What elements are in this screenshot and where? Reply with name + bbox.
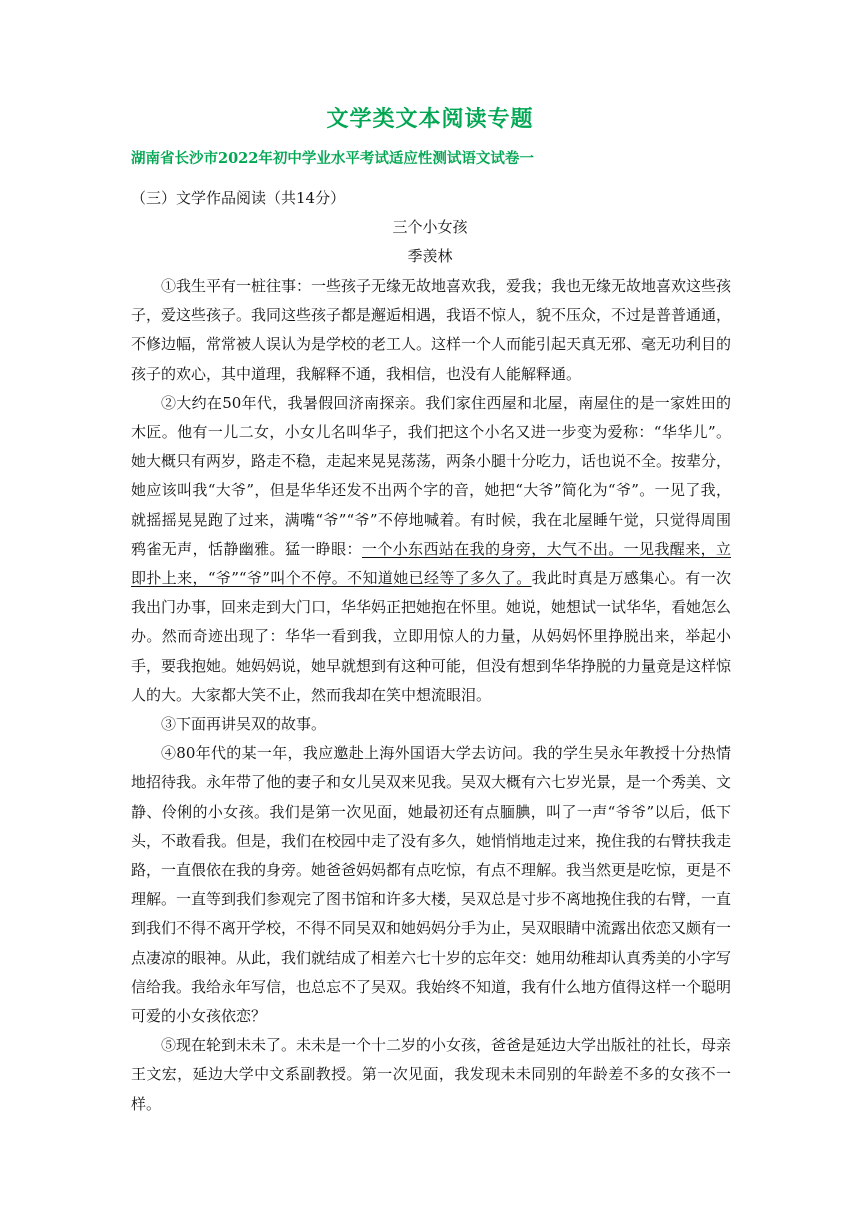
paragraph-5: ⑤现在轮到未未了。未未是一个十二岁的小女孩，爸爸是延边大学出版社的社长，母亲王文宏，延边大学中文系副教授。第一次见面，我发现未未同别的年龄差不多的女孩不一样。 xyxy=(131,1036,732,1113)
paragraph-4: ④80年代的某一年，我应邀赴上海外国语大学去访问。我的学生吴永年教授十分热情地招待我。永年带了他的妻子和女儿吴双来见我。吴双大概有六七岁光景，是一个秀美、文静、伶俐的小女孩。我们是第一次见面，她最初还有点腼腆，叫了一声“爷爷”以后，低下头，不敢看我。但是，我们在校园中走了没有多久，她悄悄地走过来，挽住我的右臂扶我走路，一直偎依在我的身旁。她爸爸妈妈都有点吃惊，有点不理解。我当然更是吃惊，更是不理解。一直等到我们参观完了图书馆和许多大楼，吴双总是寸步不离地挽住我的右臂，一直到我们不得不离开学校，不得不同吴双和她妈妈分手为止，吴双眼睛中流露出依恋又颇有一点凄凉的眼神。从此，我们就结成了相差六七十岁的忘年交：她用幼稚却认真秀美的小字写信给我。我给永年写信，也总忘不了吴双。我始终不知道，我有什么地方值得这样一个聪明可爱的小女孩依恋？ xyxy=(131,744,732,1026)
section-heading: （三）文学作品阅读（共14分） xyxy=(131,189,346,207)
story-author: 季羡林 xyxy=(407,247,453,265)
paragraph-2 xyxy=(131,389,731,710)
exam-source-heading: 湖南省长沙市2022年初中学业水平考试适应性测试语文试卷一 xyxy=(131,150,534,167)
story-body xyxy=(131,272,731,1119)
document-title: 文学类文本阅读专题 xyxy=(326,106,534,132)
paragraph-2-text-a: ②大约在50年代，我暑假回济南探亲。我们家住西屋和北屋，南屋住的是一家姓田的木匠。他有一儿二女，小女儿名叫华子，我们把这个小名又进一步变为爱称：“华华儿”。她大概只有两岁，路走不稳，走起来晃晃荡荡，两条小腿十分吃力，话也说不全。按辈分，她应该叫我“大爷”，但是华华还发不出两个字的音，她把“大爷”简化为“爷”。一见了我，就摇摇晃晃跑了过来，满嘴“爷”“爷”不停地喊着。有时候，我在北屋睡午觉，只觉得周围鸦雀无声，恬静幽雅。猛一睁眼： xyxy=(131,393,732,558)
underlined-passage: 一个小东西站在我的身旁，大气不出。一见我醒来，立即扑上来，“爷”“爷”叫个不停。不知道她已经等了多久了。 xyxy=(131,539,731,588)
paragraph-3: ③下面再讲吴双的故事。 xyxy=(161,715,327,734)
story-title: 三个小女孩 xyxy=(392,218,468,236)
paragraph-2-text-c: 我此时真是万感集心。有一次我出门办事，回来走到大门口，华华妈正把她抱在怀里。她说，她想试一试华华，看她怎么办。然而奇迹出现了：华华一看到我，立即用惊人的力量，从妈妈怀里挣脱出来，举起小手，要我抱她。她妈妈说，她早就想到有这种可能，但没有想到华华挣脱的力量竟是这样惊人的大。大家都大笑不止，然而我却在笑中想流眼泪。 xyxy=(131,569,732,704)
paragraph-1: ①我生平有一桩往事：一些孩子无缘无故地喜欢我，爱我；我也无缘无故地喜欢这些孩子，爱这些孩子。我同这些孩子都是邂逅相遇，我语不惊人，貌不压众，不过是普普通通，不修边幅，常常被人误认为是学校的老工人。这样一个人而能引起天真无邪、毫无功利目的孩子的欢心，其中道理，我解释不通，我相信，也没有人能解释通。 xyxy=(131,277,732,383)
